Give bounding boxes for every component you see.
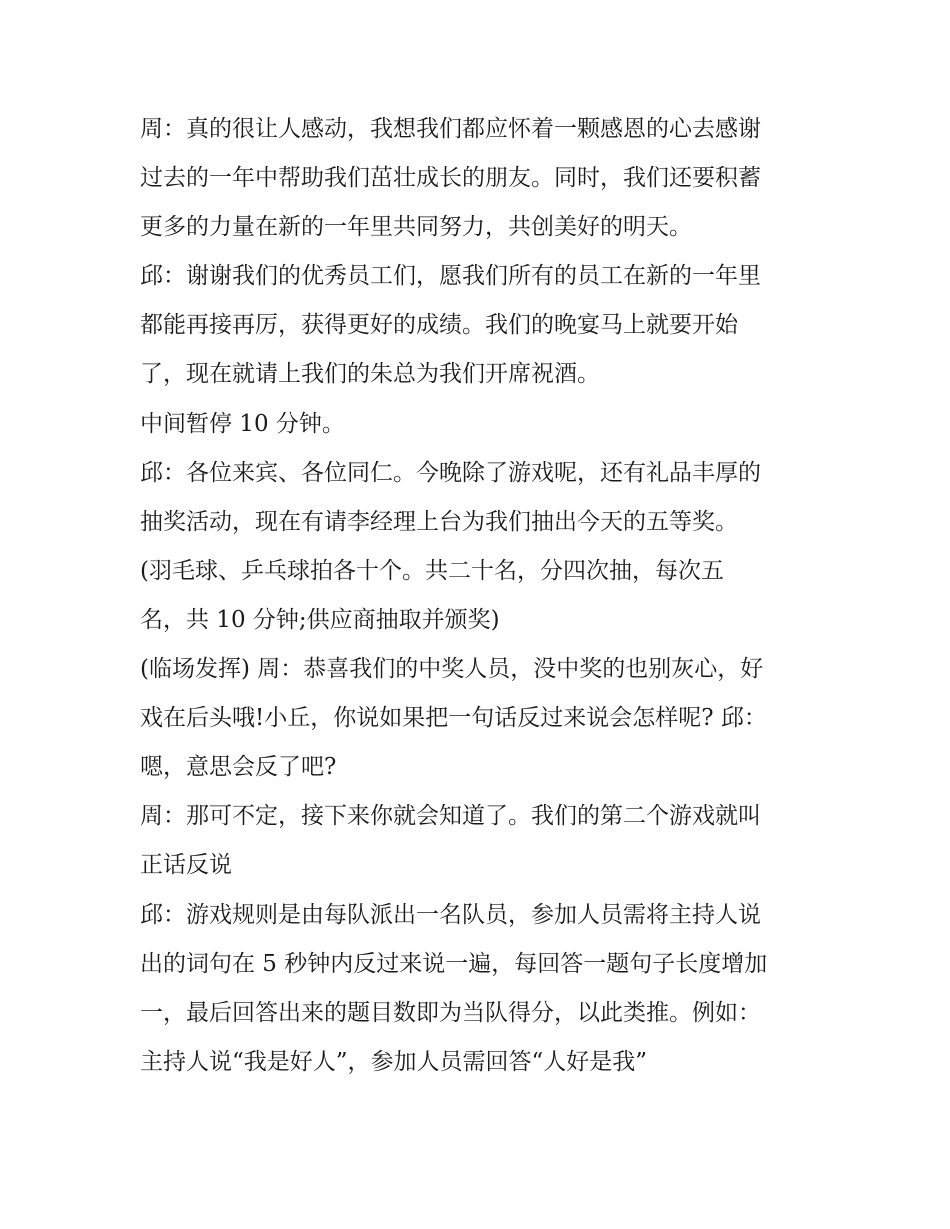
- text-line: 抽奖活动，现在有请李经理上台为我们抽出今天的五等奖。: [140, 508, 738, 535]
- text-line: 主持人说“我是好人”，参加人员需回答“人好是我”: [140, 1048, 648, 1075]
- script-text-block: [140, 105, 830, 1087]
- text-line: 周：真的很让人感动，我想我们都应怀着一颗感恩的心去感谢: [140, 116, 761, 142]
- text-line: 嗯，意思会反了吧?: [140, 754, 337, 781]
- text-line: (临场发挥) 周：恭喜我们的中奖人员，没中奖的也别灰心，好: [140, 656, 764, 683]
- text-line: 名，共 10 分钟;供应商抽取并颁奖): [140, 606, 500, 633]
- text-line: 过去的一年中帮助我们茁壮成长的朋友。同时，我们还要积蓄: [140, 165, 761, 192]
- text-line: 周：那可不定，接下来你就会知道了。我们的第二个游戏就叫: [140, 803, 761, 830]
- text-line: 邱：游戏规则是由每队派出一名队员，参加人员需将主持人说: [140, 901, 761, 928]
- text-line: 中间暂停 10 分钟。: [140, 410, 345, 437]
- text-line: 一，最后回答出来的题目数即为当队得分，以此类推。例如：: [140, 999, 761, 1026]
- text-line: 邱：各位来宾、各位同仁。今晚除了游戏呢，还有礼品丰厚的: [140, 459, 761, 486]
- text-line: 正话反说: [140, 852, 232, 879]
- text-line: 更多的力量在新的一年里共同努力，共创美好的明天。: [140, 214, 692, 241]
- text-line: 都能再接再厉，获得更好的成绩。我们的晚宴马上就要开始: [140, 312, 738, 339]
- text-line: 邱：谢谢我们的优秀员工们，愿我们所有的员工在新的一年里: [140, 263, 761, 290]
- text-line: 戏在后头哦!小丘，你说如果把一句话反过来说会怎样呢? 邱：: [140, 705, 767, 732]
- text-line: (羽毛球、乒乓球拍各十个。共二十名，分四次抽，每次五: [140, 557, 724, 584]
- text-line: 了，现在就请上我们的朱总为我们开席祝酒。: [140, 361, 600, 388]
- text-line: 出的词句在 5 秒钟内反过来说一遍，每回答一题句子长度增加: [140, 950, 768, 977]
